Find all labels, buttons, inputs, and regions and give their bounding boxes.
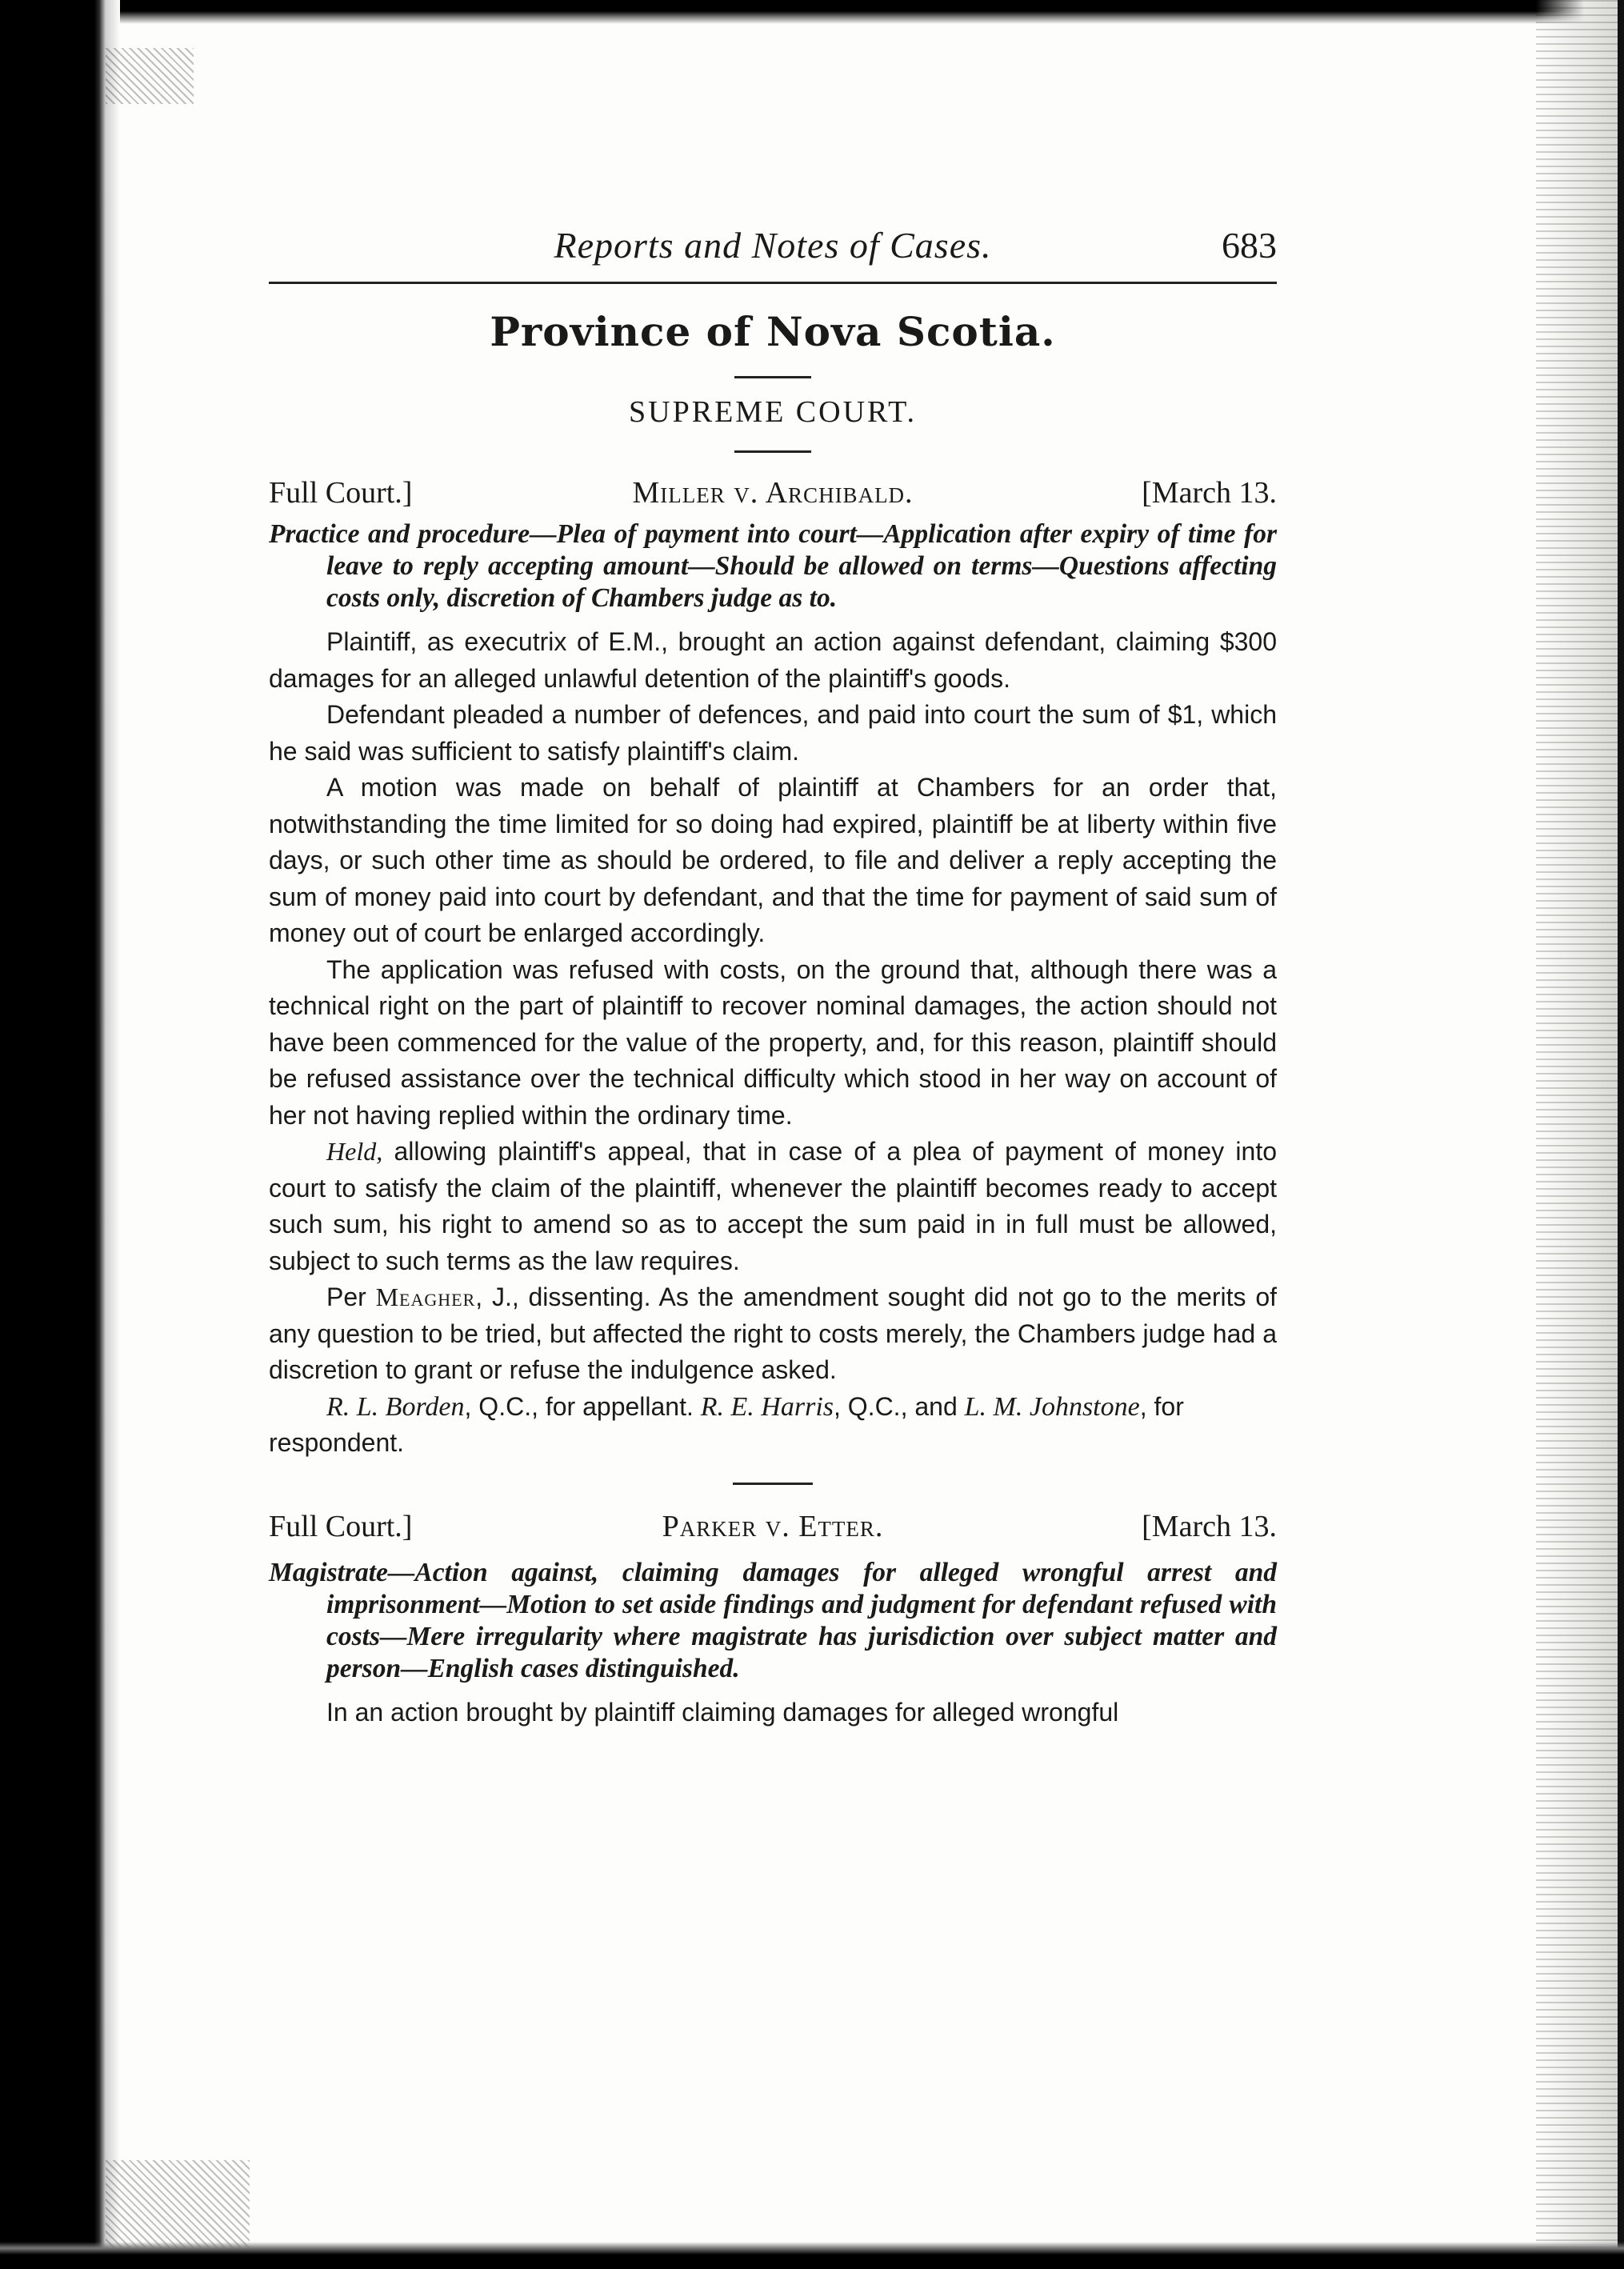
- counsel-line: [269, 1389, 1277, 1462]
- court-label: Full Court.]: [269, 476, 413, 510]
- case-title: Miller v. Archibald.: [632, 476, 914, 510]
- headnote: Practice and procedure—Plea of payment into court—Application after expiry of time for leave to reply accepting amount—Should be allowed on terms—Questions affecting costs only, discretion of Chambers judge as to.: [269, 519, 1277, 613]
- held-lead: Held,: [326, 1137, 383, 1166]
- running-head: [269, 224, 1277, 280]
- scan-top-edge: [0, 0, 1624, 24]
- scan-noise: [106, 2160, 250, 2248]
- scan-noise: [106, 48, 194, 104]
- page-number: 683: [1222, 225, 1277, 266]
- paragraph: In an action brought by plaintiff claiming damages for alleged wrongful: [326, 1697, 1119, 1727]
- scan-right-edge: [1536, 0, 1624, 2269]
- headnote: Magistrate—Action against, claiming damages for alleged wrongful arrest and imprisonment—Motion to set aside findings and judgment for defendant refused with costs—Mere irregularity where magistrate has jurisdiction over subject matter and person—English cases distinguished.: [269, 1557, 1277, 1683]
- paragraph: Plaintiff, as executrix of E.M., brought an action against defendant, claiming $300 damages for an alleged unlawful detention of the plaintiff's goods.: [269, 627, 1277, 693]
- case-date: [March 13.: [1142, 1509, 1277, 1543]
- court-heading: SUPREME COURT.: [629, 395, 917, 429]
- court-label: Full Court.]: [269, 1509, 413, 1543]
- respondent-counsel: R. E. Harris: [700, 1391, 834, 1422]
- case-heading: [269, 1509, 1277, 1549]
- dissent-paragraph: [269, 1279, 1277, 1389]
- dissenting-judge: Meagher: [375, 1283, 476, 1311]
- province-heading: Province of Nova Scotia.: [490, 308, 1056, 355]
- scan-binding-edge: [0, 0, 120, 2269]
- paragraph: The application was refused with costs, on the ground that, although there was a technical right on the part of plaintiff to recover nominal damages, the action should not have been commenced for the value of the property, and, for this reason, plaintiff should be refused assistance over the technical difficulty which stood in her way on account of her not having replied within the ordinary time.: [269, 954, 1277, 1130]
- header-rule: [269, 282, 1277, 284]
- respondent-counsel: L. M. Johnstone: [964, 1391, 1140, 1422]
- dissent-text: , J., dissenting. As the amendment sought did not go to the merits of any question to be tried, but affected the right to costs merely, the Chambers judge had a discretion to grant or refuse the indulgence asked.: [269, 1283, 1278, 1384]
- appellant-counsel: R. L. Borden: [326, 1391, 465, 1422]
- held-paragraph: [269, 1134, 1277, 1279]
- appellant-role: , Q.C., for appellant.: [464, 1391, 701, 1421]
- case-date: [March 13.: [1142, 476, 1277, 510]
- paragraph: Defendant pleaded a number of defences, and paid into court the sum of $1, which he said was sufficient to satisfy plaintiff's claim.: [269, 700, 1277, 766]
- held-text: allowing plaintiff's appeal, that in case of a plea of payment of money into court to satisfy the claim of the plaintiff, whenever the plaintiff becomes ready to accept such sum, his right to amend so as to accept the sum paid in in full must be allowed, subject to such terms as the law requires.: [269, 1137, 1277, 1275]
- paragraph: A motion was made on behalf of plaintiff at Chambers for an order that, notwithstanding the time limited for so doing had expired, plaintiff be at liberty within five days, or such other time as should be ordered, to file and deliver a reply accepting the sum of money paid into court by defendant, and that the time for payment of said sum of money out of court be enlarged accordingly.: [269, 773, 1277, 947]
- respondent-role: , for respondent.: [269, 1391, 1184, 1457]
- divider: [733, 1483, 813, 1485]
- respondent-joiner: , Q.C., and: [834, 1391, 965, 1421]
- divider: [734, 376, 811, 378]
- running-title: Reports and Notes of Cases.: [554, 225, 992, 266]
- case-title: Parker v. Etter.: [662, 1509, 884, 1543]
- divider: [734, 450, 811, 453]
- dissent-lead: Per: [326, 1283, 376, 1311]
- scan-bottom-edge: [0, 2242, 1624, 2269]
- case-heading: [269, 475, 1277, 515]
- page-content: [269, 224, 1277, 1731]
